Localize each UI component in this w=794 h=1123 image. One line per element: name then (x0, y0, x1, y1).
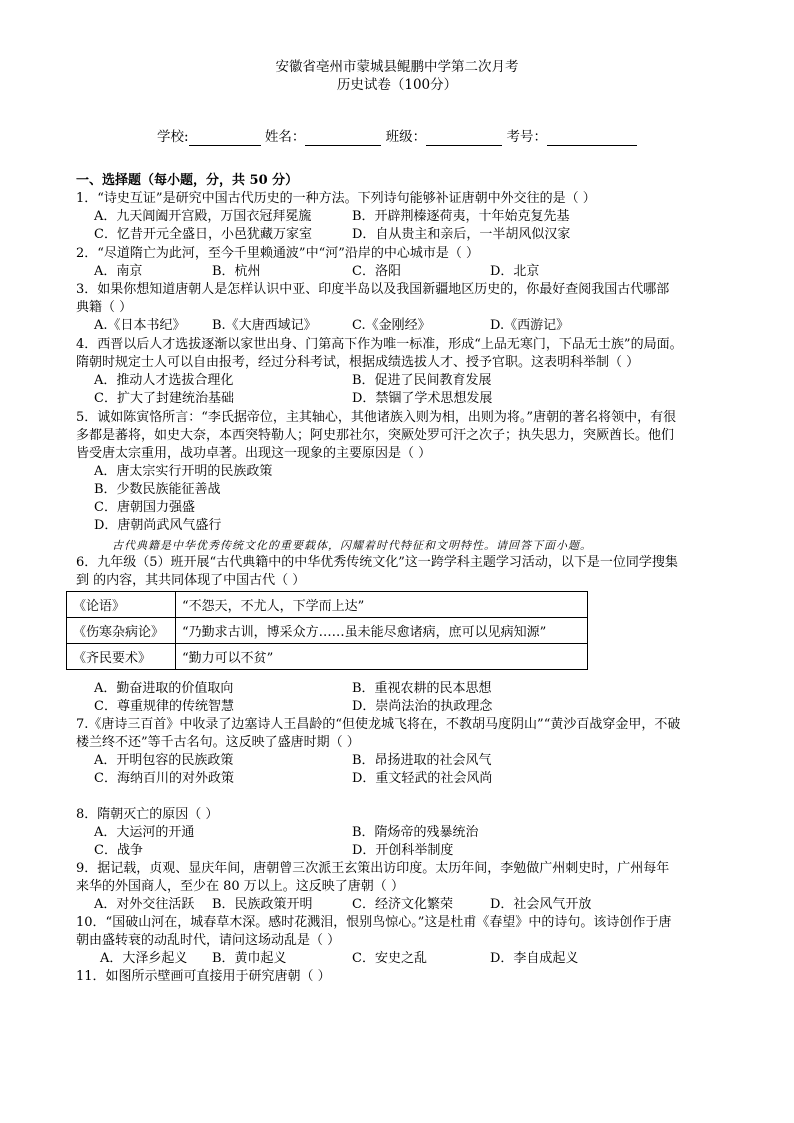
question-7-stem-line1: 7.《唐诗三百首》中收录了边塞诗人王昌龄的“但使龙城飞将在，不教胡马度阴山”“黄沙百战穿金甲，不破 (76, 717, 681, 732)
q4-option-c: C．扩大了封建统治基础 (94, 391, 234, 406)
table-cell-book: 《齐民要术》 (67, 644, 176, 670)
q5-option-a: A．唐太宗实行开明的民族政策 (94, 464, 273, 479)
q3-option-c: C.《金刚经》 (352, 318, 431, 333)
question-10-stem-line2: 朝由盛转衰的动乱时代，请问这场动乱是（ ） (76, 933, 341, 948)
q5-option-b: B．少数民族能征善战 (94, 482, 221, 497)
q8-option-c: C．战争 (94, 843, 143, 858)
exam-subtitle: 历史试卷（100分） (336, 77, 458, 93)
question-6-stem-line2: 到 的内容，其共同体现了中国古代（ ） (76, 573, 306, 588)
question-5-stem-line1: 5．诚如陈寅恪所言：“李氏据帝位，主其轴心，其他诸族入则为相，出则为将。”唐朝的著名将领中，有很 (76, 410, 677, 425)
table-cell-book: 《论语》 (67, 592, 176, 618)
question-9-stem-line1: 9．据记载，贞观、显庆年间，唐朝曾三次派王玄策出访印度。太历年间，李勉做广州刺史时，广州每年 (76, 861, 670, 876)
question-3-stem-line1: 3．如果你想知道唐朝人是怎样认识中亚、印度半岛以及我国新疆地区历史的，你最好查阅我国古代哪部 (76, 282, 670, 297)
q1-option-a: A．九天阊阖开宫殿，万国衣冠拜冕旒 (94, 209, 312, 224)
q6-option-b: B．重视农耕的民本思想 (352, 681, 492, 696)
q4-option-d: D．禁锢了学术思想发展 (352, 391, 493, 406)
table-row (67, 618, 588, 644)
q5-option-c: C．唐朝国力强盛 (94, 500, 195, 515)
class-label: 班级： (385, 129, 427, 145)
q7-option-a: A．开明包容的民族政策 (94, 753, 234, 768)
question-4-stem-line2: 隋朝时规定士人可以自由报考，经过分科考试，根据成绩选拔人才、授予官职。这表明科举制（ ） (76, 355, 640, 370)
q10-option-b: B．黄巾起义 (212, 951, 287, 966)
name-label: 姓名： (264, 129, 306, 145)
question-9-stem-line2: 来华的外国商人，至少在 80 万以上。这反映了唐朝（ ） (76, 879, 404, 894)
question-8-stem: 8．隋朝灭亡的原因（ ） (76, 807, 219, 822)
question-5-stem-line3: 皆受唐太宗重用，战功卓著。出现这一现象的主要原因是（ ） (76, 446, 432, 461)
q8-option-b: B．隋炀帝的残暴统治 (352, 825, 479, 840)
q3-option-a: A.《日本书纪》 (94, 318, 186, 333)
q3-option-b: B.《大唐西域记》 (212, 318, 317, 333)
q10-option-d: D．李自成起义 (490, 951, 579, 966)
question-4-stem-line1: 4．西晋以后人才选拔逐渐以家世出身、门第高下作为唯一标准，形成“上品无寒门，下品无士族”的局面。 (76, 337, 683, 352)
section-heading: 一、选择题（每小题，分，共 50 分） (76, 173, 299, 188)
q7-option-b: B．昂扬进取的社会风气 (352, 753, 492, 768)
q10-option-c: C．安史之乱 (352, 951, 427, 966)
q6-option-a: A．勤奋进取的价值取向 (94, 681, 234, 696)
q2-option-b: B．杭州 (212, 264, 261, 279)
exam-title: 安徽省亳州市蒙城县鲲鹏中学第二次月考 (275, 59, 519, 75)
question-5-stem-line2: 多都是蕃将，如史大奈，本西突特勒人；阿史那社尔，突厥处罗可汗之次子；执失思力，突厥酋长。他们 (76, 428, 675, 443)
q9-option-b: B．民族政策开明 (212, 897, 313, 912)
question-3-stem-line2: 典籍（ ） (76, 300, 133, 315)
q2-option-d: D．北京 (490, 264, 540, 279)
class-field[interactable] (426, 131, 502, 146)
question-7-stem-line2: 楼兰终不还”等千古名句。这反映了盛唐时期（ ） (76, 735, 360, 750)
school-label: 学校: (157, 129, 189, 145)
q9-option-c: C．经济文化繁荣 (352, 897, 453, 912)
school-field[interactable] (189, 131, 261, 146)
question-11-stem: 11．如图所示壁画可直接用于研究唐朝（ ） (76, 969, 331, 984)
classics-table (66, 591, 588, 670)
table-cell-book: 《伤寒杂病论》 (67, 618, 176, 644)
q8-option-a: A．大运河的开通 (94, 825, 195, 840)
question-10-stem-line1: 10．“国破山河在，城春草木深。感时花溅泪，恨别鸟惊心。”这是杜甫《春望》中的诗句。该诗创作于唐 (76, 915, 672, 930)
number-label: 考号： (506, 129, 547, 145)
q4-option-a: A．推动人才选拔合理化 (94, 373, 234, 388)
q6-option-c: C．尊重规律的传统智慧 (94, 699, 234, 714)
q6-option-d: D．崇尚法治的执政理念 (352, 699, 493, 714)
table-cell-quote: “乃勤求古训，博采众方……虽未能尽愈诸病，庶可以见病知源” (176, 618, 588, 644)
q1-option-d: D．自从贵主和亲后，一半胡风似汉家 (352, 227, 571, 242)
question-6-stem-line1: 6．九年级（5）班开展“古代典籍中的中华优秀传统文化”这一跨学科主题学习活动，以下是一位同学搜集 (76, 555, 678, 570)
table-row (67, 592, 588, 618)
q8-option-d: D．开创科举制度 (352, 843, 454, 858)
q7-option-d: D．重文轻武的社会风尚 (352, 771, 493, 786)
q1-option-b: B．开辟荆榛逐荷夷，十年始克复先基 (352, 209, 570, 224)
table-row (67, 644, 588, 670)
q5-option-d: D．唐朝尚武风气盛行 (94, 518, 222, 533)
question-2-stem: 2．“尽道隋亡为此河，至今千里赖通波”中“河”沿岸的中心城市是（ ） (76, 246, 479, 261)
student-info-row (0, 128, 794, 146)
name-field[interactable] (305, 131, 381, 146)
question-1-stem: 1．“诗史互证”是研究中国古代历史的一种方法。下列诗句能够补证唐朝中外交往的是（ ） (76, 191, 596, 206)
q4-option-b: B．促进了民间教育发展 (352, 373, 492, 388)
q7-option-c: C．海纳百川的对外政策 (94, 771, 234, 786)
q3-option-d: D.《西游记》 (490, 318, 570, 333)
q9-option-d: D．社会风气开放 (490, 897, 592, 912)
q2-option-c: C．洛阳 (352, 264, 401, 279)
q2-option-a: A．南京 (94, 264, 143, 279)
number-field[interactable] (547, 131, 637, 146)
table-cell-quote: “勤力可以不贫” (176, 644, 588, 670)
q9-option-a: A．对外交往活跃 (94, 897, 195, 912)
material-note: 古代典籍是中华优秀传统文化的重要载体，闪耀着时代特征和文明特性。请回答下面小题。 (112, 539, 592, 552)
q10-option-a: A．大泽乡起义 (100, 951, 188, 966)
q1-option-c: C．忆昔开元全盛日，小邑犹藏万家室 (94, 227, 312, 242)
table-cell-quote: “不怨天，不尤人，下学而上达” (176, 592, 588, 618)
